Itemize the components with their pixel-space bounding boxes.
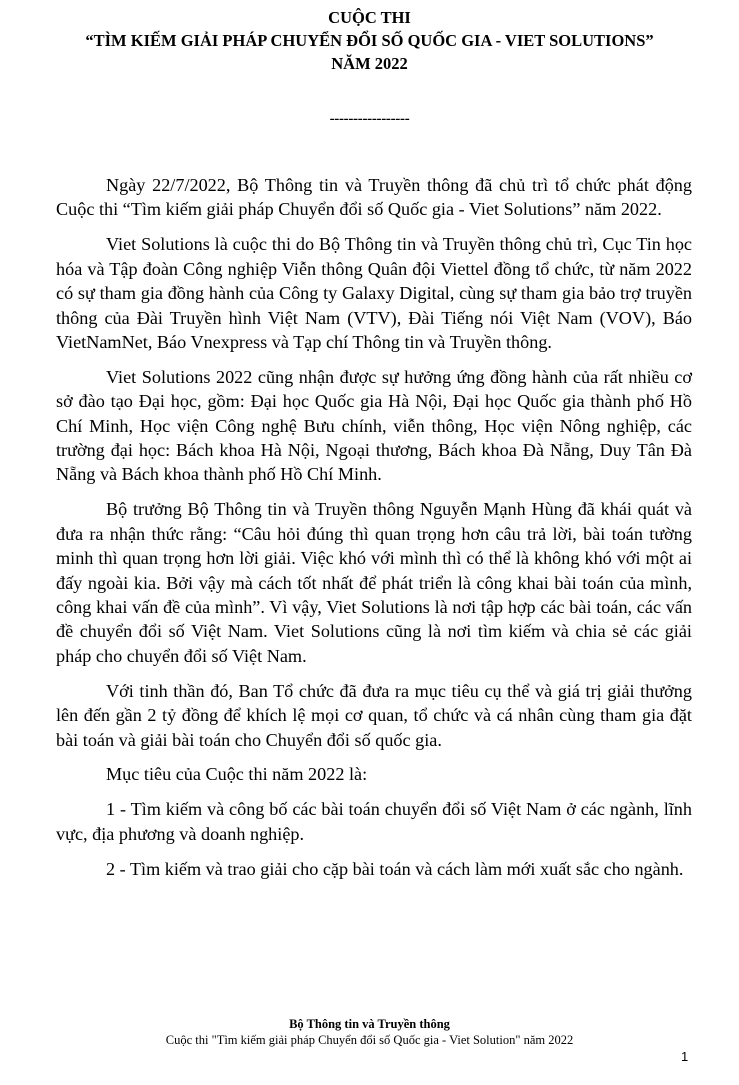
page-footer: [0, 1016, 739, 1048]
title-line-2: “TÌM KIẾM GIẢI PHÁP CHUYỂN ĐỔI SỐ QUỐC GIA - VIET SOLUTIONS”: [85, 31, 654, 50]
title-divider: -----------------: [329, 111, 410, 127]
paragraph-goal-1: 1 - Tìm kiếm và công bố các bài toán chuyển đổi số Việt Nam ở các ngành, lĩnh vực, địa phương và doanh nghiệp.: [56, 799, 692, 844]
footer-organization: Bộ Thông tin và Truyền thông: [289, 1017, 450, 1031]
footer-subtitle: Cuộc thi "Tìm kiếm giải pháp Chuyển đổi số Quốc gia - Viet Solution" năm 2022: [165, 1033, 574, 1047]
title-line-1: CUỘC THI: [328, 8, 411, 27]
paragraph-prize: Với tinh thần đó, Ban Tổ chức đã đưa ra mục tiêu cụ thể và giá trị giải thưởng lên đến gần 2 tỷ đồng để khích lệ mọi cơ quan, tổ chức và cá nhân cùng tham gia đặt bài toán và giải bài toán cho Chuyển đổi số quốc gia.: [56, 680, 692, 750]
paragraph-intro: Ngày 22/7/2022, Bộ Thông tin và Truyền thông đã chủ trì tổ chức phát động Cuộc thi “Tìm kiếm giải pháp Chuyển đổi số Quốc gia - Viet Solutions” năm 2022.: [56, 175, 692, 220]
paragraph-goal-2: 2 - Tìm kiếm và trao giải cho cặp bài toán và cách làm mới xuất sắc cho ngành.: [106, 858, 684, 879]
page-number: 1: [681, 1049, 689, 1064]
paragraph-universities: Viet Solutions 2022 cũng nhận được sự hưởng ứng đồng hành của rất nhiều cơ sở đào tạo Đại học, gồm: Đại học Quốc gia Hà Nội, Đại học Quốc gia thành phố Hồ Chí Minh, Học viện Công nghệ Bưu chính, viễn thông, Học viện Nông nghiệp, các trường đại học: Bách khoa Hà Nội, Ngoại thương, Bách khoa Đà Nẵng, Duy Tân Đà Nẵng và Bách khoa thành phố Hồ Chí Minh.: [56, 366, 692, 485]
paragraph-goals-heading: Mục tiêu của Cuộc thi năm 2022 là:: [106, 764, 368, 785]
paragraph-minister-quote: Bộ trưởng Bộ Thông tin và Truyền thông Nguyễn Mạnh Hùng đã khái quát và đưa ra nhận thức rằng: “Câu hỏi đúng thì quan trọng hơn câu trả lời, bài toán tường minh thì quan trọng hơn lời giải. Việc khó với mình thì có thể là không khó với một ai đấy ngoài kia. Bởi vậy mà cách tốt nhất để phát triển là công khai bài toán của mình, công khai vấn đề của mình”. Vì vậy, Viet Solutions là nơi tập hợp các bài toán, các vấn đề chuyển đổi số Việt Nam. Viet Solutions cũng là nơi tìm kiếm và chia sẻ các giải pháp cho chuyển đổi số Việt Nam.: [56, 499, 692, 666]
title-line-3: NĂM 2022: [331, 54, 408, 73]
paragraph-organizers: Viet Solutions là cuộc thi do Bộ Thông tin và Truyền thông chủ trì, Cục Tin học hóa và Tập đoàn Công nghiệp Viễn thông Quân đội Viettel đồng tổ chức, từ năm 2022 có sự tham gia đồng hành của Công ty Galaxy Digital, cùng sự tham gia bảo trợ truyền thông của Đài Truyền hình Việt Nam (VTV), Đài Tiếng nói Việt Nam (VOV), Báo VietNamNet, Báo Vnexpress và Tạp chí Thông tin và Truyền thông.: [56, 234, 692, 352]
document-body: [56, 173, 692, 892]
document-title: [0, 6, 739, 75]
